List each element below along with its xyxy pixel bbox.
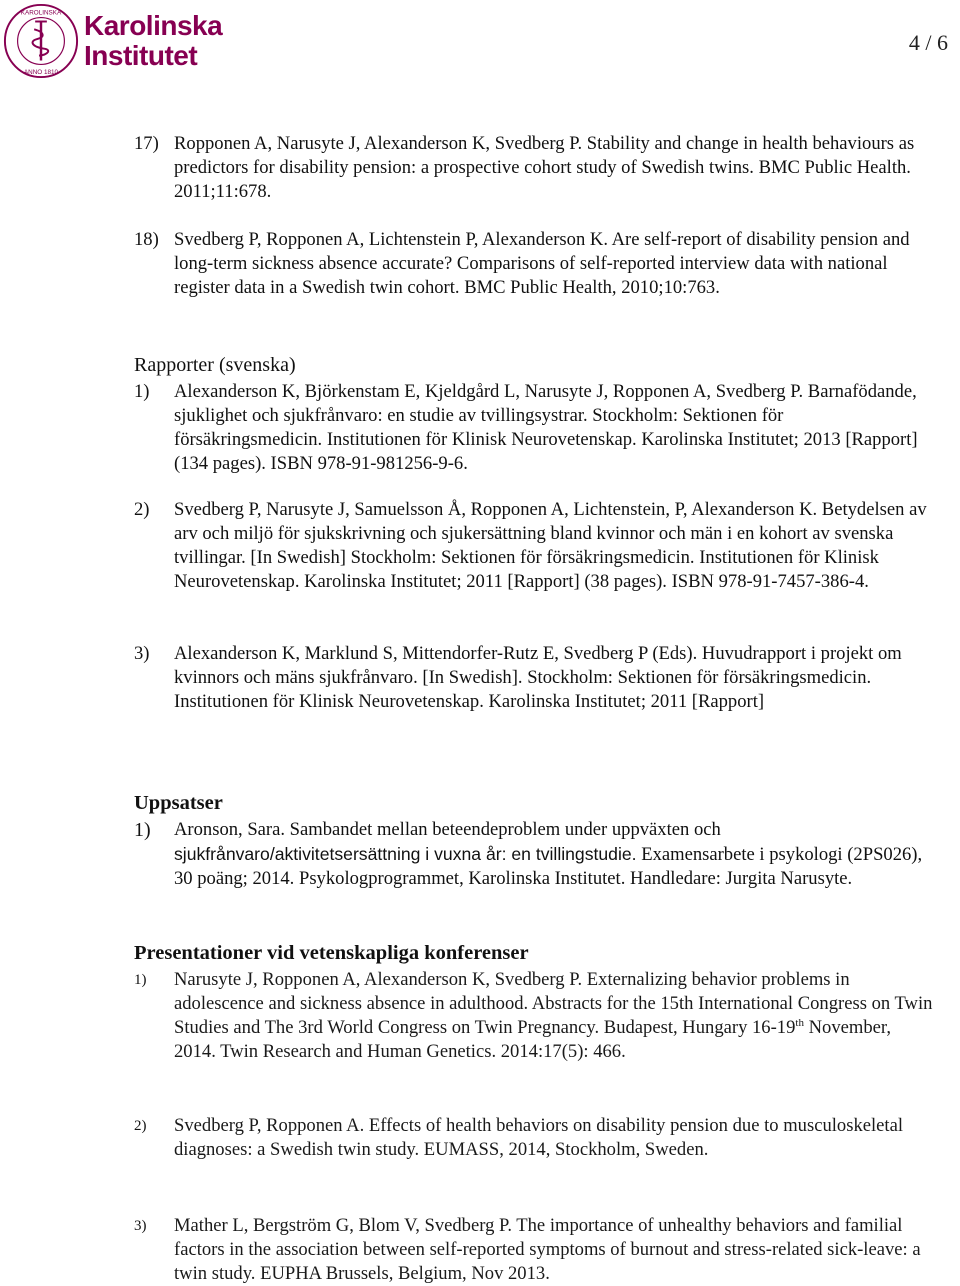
entry-text-part: Examensarbete i psykologi (2PS026), 30 poäng; 2014. Psykologprogrammet, Karolinska Institutet. Handledare: Jurgita Narusyte. <box>174 844 923 889</box>
entry-superscript: th <box>795 1017 804 1029</box>
entry-text-part: sjukfrånvaro/aktivitetsersättning i vuxna år: en tvillingstudie. <box>174 844 637 864</box>
logo-line-2: Institutet <box>84 40 198 71</box>
entry-text-part: Comparisons of self-reported interview data with national register data in a Swedish twin cohort. BMC Public Health, 2010;10:763. <box>174 253 888 298</box>
section-heading-theses: Uppsatser <box>134 792 223 814</box>
entry-text-part: Aronson, Sara. Sambandet mellan beteendeproblem under uppväxten och <box>174 819 721 840</box>
entry-text-part: November, 2014. Twin Research and Human Genetics. 2014:17(5): 466. <box>174 1017 891 1062</box>
entry-number: 18) <box>134 229 159 250</box>
entry-number: 1) <box>134 381 150 402</box>
presentation-entry <box>134 968 934 1064</box>
entry-text: Svedberg P, Narusyte J, Samuelsson Å, Ropponen A, Lichtenstein, P, Alexanderson K. Betydelsen av arv och miljö för sjukskrivning och sjukersättning bland kvinnor och män i en kohort av svenska tvillingar. [In Swedish] Stockholm: Sektionen för försäkringsmedicin. Institutionen för Klinisk Neurovetenskap. Karolinska Institutet; 2011 [Rapport] (38 pages). ISBN 978-91-7457-386-4. <box>174 499 927 592</box>
entry-text-part: Svedberg P, Ropponen A. Effects of health behaviors on disability pension due to musculoskeletal diagnoses: a Swedish twin study. <box>174 1115 904 1160</box>
entry-number: 3) <box>134 643 150 664</box>
entry-number: 1) <box>134 972 147 988</box>
presentation-entry <box>134 1114 934 1162</box>
entry-number: 2) <box>134 1118 147 1134</box>
svg-text:KAROLINSKA: KAROLINSKA <box>20 9 62 17</box>
entry-text-part: Svedberg P, Ropponen A, Lichtenstein P, Alexanderson K. Are self-report of disability pension and long-term sickness absence accurate? <box>174 229 910 274</box>
entry-text-part: EUMASS, 2014, Stockholm, Sweden. <box>419 1139 709 1160</box>
entry-text <box>174 968 934 1064</box>
report-entry <box>134 642 934 714</box>
section-heading-presentations: Presentationer vid vetenskapliga konferenser <box>134 942 529 964</box>
report-entry <box>134 380 934 476</box>
thesis-entry <box>134 818 934 891</box>
entry-number: 1) <box>134 819 151 841</box>
logo-wordmark <box>84 11 222 71</box>
entry-text: Ropponen A, Narusyte J, Alexanderson K, Svedberg P. Stability and change in health behaviours as predictors for disability pension: a prospective cohort study of Swedish twins. BMC Public Health. 2011;11:678. <box>174 133 915 202</box>
report-entry <box>134 498 934 594</box>
entry-text <box>174 818 934 891</box>
logo-line-1: Karolinska <box>84 10 223 41</box>
entry-text: Alexanderson K, Marklund S, Mittendorfer-Rutz E, Svedberg P (Eds). Huvudrapport i projekt om kvinnors och mäns sjukfrånvaro. [In Swedish]. Stockholm: Sektionen för försäkringsmedicin. Institutionen för Klinisk Neurovetenskap. Karolinska Institutet; 2011 [Rapport] <box>174 643 902 712</box>
section-heading-reports: Rapporter (svenska) <box>134 354 296 376</box>
presentation-entry <box>134 1214 934 1286</box>
entry-number: 2) <box>134 499 150 520</box>
seal-icon <box>2 2 80 80</box>
publication-entry <box>134 228 934 300</box>
entry-text <box>174 1114 934 1162</box>
entry-text: Mather L, Bergström G, Blom V, Svedberg P. The importance of unhealthy behaviors and familial factors in the association between self-reported symptoms of burnout and stress-related sick-leave: a twin study. EUPHA Brussels, Belgium, Nov 2013. <box>174 1215 921 1284</box>
entry-number: 17) <box>134 133 159 154</box>
page-header <box>0 0 960 90</box>
svg-text:ANNO 1810: ANNO 1810 <box>23 69 59 77</box>
entry-text: Alexanderson K, Björkenstam E, Kjeldgård L, Narusyte J, Ropponen A, Svedberg P. Barnafödande, sjuklighet och sjukfrånvaro: en studie av tvillingsystrar. Stockholm: Sektionen för försäkringsmedicin. Institutionen för Klinisk Neurovetenskap. Karolinska Institutet; 2013 [Rapport] (134 pages). ISBN 978-91-981256-9-6. <box>174 381 918 474</box>
publication-entry <box>134 132 934 204</box>
entry-text-part: Narusyte J, Ropponen A, Alexanderson K, Svedberg P. Externalizing behavior problems in adolescence and sickness absence in adulthood. Abstracts for the 15th International Congress on Twin Studies and The 3rd World Congress on Twin Pregnancy. Budapest, Hungary 16-19 <box>174 969 933 1038</box>
entry-number: 3) <box>134 1218 147 1234</box>
entry-text <box>174 228 934 300</box>
karolinska-logo <box>2 2 222 80</box>
page-number: 4 / 6 <box>908 30 948 55</box>
